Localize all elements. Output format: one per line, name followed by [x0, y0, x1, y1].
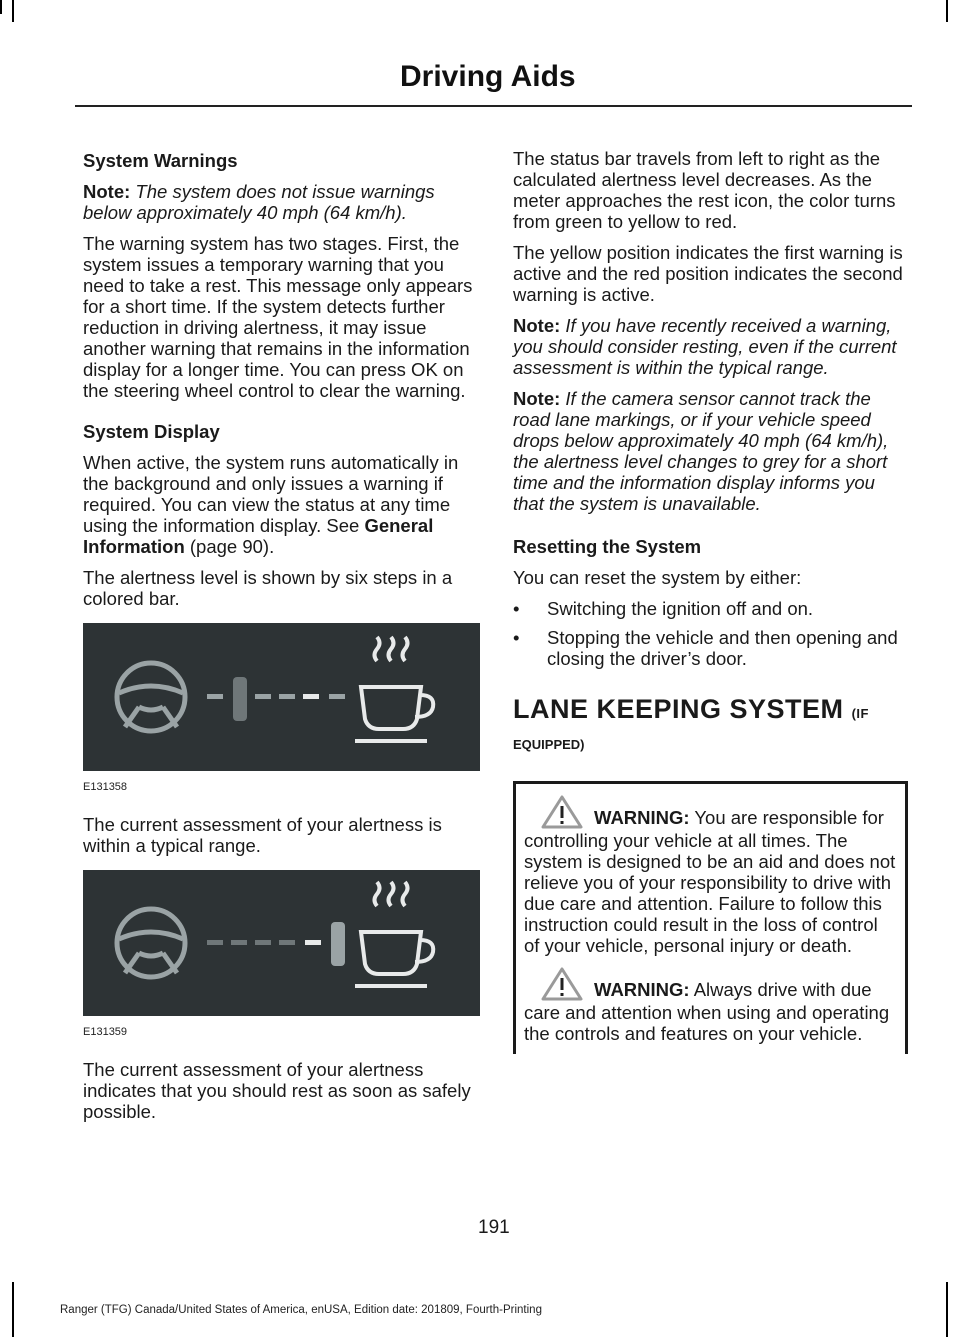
paragraph: The alertness level is shown by six steps in a colored bar. — [83, 567, 453, 609]
bullet-list — [513, 598, 908, 669]
note-text: If the camera sensor cannot track the road lane markings, or if your vehicle speed drops below approximately 40 mph (64 km/h), the alertness level changes to grey for a short time and the information display informs you that the system is unavailable. — [513, 388, 889, 514]
note-paragraph — [513, 315, 908, 378]
heading-system-display: System Display — [83, 421, 220, 442]
paragraph: The yellow position indicates the first warning is active and the red position indicates the second warning is active. — [513, 242, 903, 305]
note-paragraph — [513, 388, 908, 514]
coffee-cup-icon — [355, 637, 433, 741]
list-item — [513, 598, 908, 619]
figure-caption: E131358 — [83, 781, 128, 793]
page-header-title: Driving Aids — [400, 60, 576, 93]
paragraph: The warning system has two stages. First, the system issues a temporary warning that you need to take a rest. This message only appears for a short time. If the system detects further reduction in driving alertness, it may issue another warning that remains in the information display for a longer time. You can press OK on the steering wheel control to clear the warning. — [83, 233, 473, 401]
section-title-qualifier: (IF — [851, 706, 869, 721]
bullet-marker: • — [513, 627, 520, 648]
right-column — [513, 148, 908, 1054]
note-label: Note: — [83, 181, 131, 202]
warning-triangle-icon — [540, 794, 584, 830]
warning-text: Always drive with due care and attention when using and operating the controls and features on your vehicle. — [524, 979, 890, 1044]
steering-wheel-icon — [117, 663, 185, 731]
paragraph-text: When active, the system runs automatically in the background and only issues a warning if required. You can view the status at any time using the information display. See — [83, 452, 459, 536]
warning-triangle-icon — [540, 966, 584, 1002]
warning-label: WARNING: — [594, 979, 690, 1000]
list-item-text: Stopping the vehicle and then opening and closing the driver’s door. — [547, 627, 898, 669]
page-reference: (page 90). — [189, 536, 275, 557]
crop-mark — [12, 0, 14, 22]
alertness-figure-typical — [83, 623, 480, 771]
list-item-text: Switching the ignition off and on. — [547, 598, 814, 619]
note-label: Note: — [513, 315, 561, 336]
paragraph: You can reset the system by either: — [513, 567, 802, 588]
warning-paragraph — [524, 966, 897, 1044]
paragraph: The status bar travels from left to right as the calculated alertness level decreases. As the meter approaches the rest icon, the color turns from green to yellow to red. — [513, 148, 896, 232]
list-item — [513, 627, 908, 669]
paragraph: The current assessment of your alertness is within a typical range. — [83, 814, 442, 856]
section-title — [513, 693, 908, 730]
crop-mark — [0, 0, 2, 14]
coffee-cup-icon — [355, 882, 433, 986]
note-paragraph — [83, 181, 477, 223]
section-title-text: LANE KEEPING SYSTEM — [513, 694, 844, 724]
cross-reference-link[interactable]: General Information — [83, 515, 434, 557]
section-title-qualifier: EQUIPPED) — [513, 737, 585, 752]
warning-box — [513, 781, 908, 1054]
page-footer: Ranger (TFG) Canada/United States of America, enUSA, Edition date: 201809, Fourth-Printing — [60, 1304, 542, 1316]
warning-text: You are responsible for controlling your vehicle at all times. The system is designed to be an aid and does not relieve you of your responsibility to drive with due care and attention. Failure to follow this instruction could result in the loss of control of your vehicle, personal injury or death. — [524, 807, 896, 956]
note-text: If you have recently received a warning, you should consider resting, even if the current assessment is within the typical range. — [513, 315, 897, 378]
warning-paragraph — [524, 794, 897, 956]
paragraph: The current assessment of your alertness indicates that you should rest as soon as safely possible. — [83, 1059, 471, 1122]
heading-system-warnings: System Warnings — [83, 150, 238, 171]
alertness-bar — [207, 922, 345, 966]
warning-label: WARNING: — [594, 807, 690, 828]
heading-resetting-the-system: Resetting the System — [513, 536, 702, 557]
left-column — [83, 148, 477, 1132]
crop-mark — [946, 1282, 948, 1337]
paragraph — [83, 452, 477, 557]
crop-mark — [12, 1282, 14, 1337]
note-text: The system does not issue warnings below approximately 40 mph (64 km/h). — [83, 181, 435, 223]
alertness-figure-rest — [83, 870, 480, 1016]
figure-caption: E131359 — [83, 1026, 128, 1038]
steering-wheel-icon — [117, 909, 185, 977]
bullet-marker: • — [513, 598, 520, 619]
note-label: Note: — [513, 388, 561, 409]
header-rule — [75, 105, 912, 107]
alertness-bar — [207, 677, 345, 721]
crop-mark — [946, 0, 948, 22]
page-number: 191 — [478, 1217, 510, 1238]
